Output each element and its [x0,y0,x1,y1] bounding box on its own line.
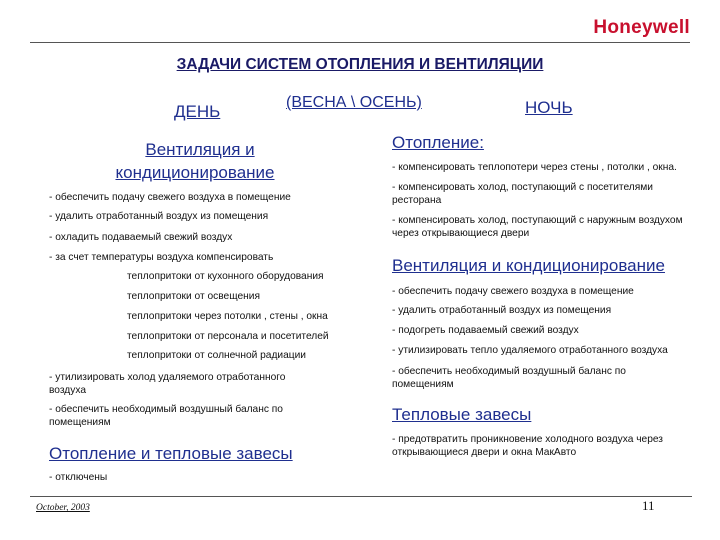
left-heating-title: Отопление и тепловые завесы [49,444,293,463]
slide-title: ЗАДАЧИ СИСТЕМ ОТОПЛЕНИЯ И ВЕНТИЛЯЦИИ [176,56,544,73]
left-ventilation-title-line2: кондиционирование [115,163,275,182]
right-heating-item-walls: - компенсировать теплопотери через стены , потолки , окна. [392,162,677,173]
right-curtains-title: Тепловые завесы [392,405,532,424]
footer-divider [30,496,692,497]
label-season: (ВЕСНА \ ОСЕНЬ) [286,94,422,111]
left-item-cold-recovery: - утилизировать холод удаляемого отработанного воздуха [49,372,286,396]
header-divider [30,42,690,43]
right-ventilation-item-supply: - обеспечить подачу свежего воздуха в помещение [392,286,634,297]
left-subitem-kitchen: теплопритоки от кухонного оборудования [127,271,324,282]
page-number: 11 [642,498,655,513]
right-ventilation-item-heat: - подогреть подаваемый свежий воздух [392,325,579,336]
right-heating-title: Отопление: [392,133,484,152]
brand-logo-text: Honeywell [593,17,690,38]
right-ventilation-item-balance: - обеспечить необходимый воздушный баланс по помещениям [392,366,626,390]
left-ventilation-title-line1: Вентиляция и [145,140,255,159]
right-heating-item-doors: - компенсировать холод, поступающий с наружным воздухом через открывающиеся двери [392,215,683,239]
left-subitem-lighting: теплопритоки от освещения [127,291,260,302]
label-night: НОЧЬ [525,98,573,117]
right-curtains-item: - предотвратить проникновение холодного воздуха через открывающиеся двери и окна МакАвто [392,434,663,458]
label-day: ДЕНЬ [174,102,221,121]
right-ventilation-item-remove: - удалить отработанный воздух из помещения [392,305,612,316]
left-item-air-balance: - обеспечить необходимый воздушный баланс по помещениям [49,404,283,428]
left-item-compensate: - за счет температуры воздуха компенсировать [49,252,274,263]
left-subitem-people: теплопритоки от персонала и посетителей [127,331,329,342]
left-item-remove-air: - удалить отработанный воздух из помещения [49,211,269,222]
left-item-cool-air: - охладить подаваемый свежий воздух [49,232,233,243]
footer-date: October, 2003 [36,503,90,513]
right-ventilation-title: Вентиляция и кондиционирование [392,256,665,275]
right-ventilation-item-recovery: - утилизировать тепло удаляемого отработанного воздуха [392,345,668,356]
left-item-supply-air: - обеспечить подачу свежего воздуха в помещение [49,192,291,203]
left-subitem-solar: теплопритоки от солнечной радиации [127,350,306,361]
left-subitem-walls: теплопритоки через потолки , стены , окна [127,311,328,322]
left-heating-item: - отключены [49,472,108,483]
right-heating-item-visitors: - компенсировать холод, поступающий с посетителями ресторана [392,182,653,206]
